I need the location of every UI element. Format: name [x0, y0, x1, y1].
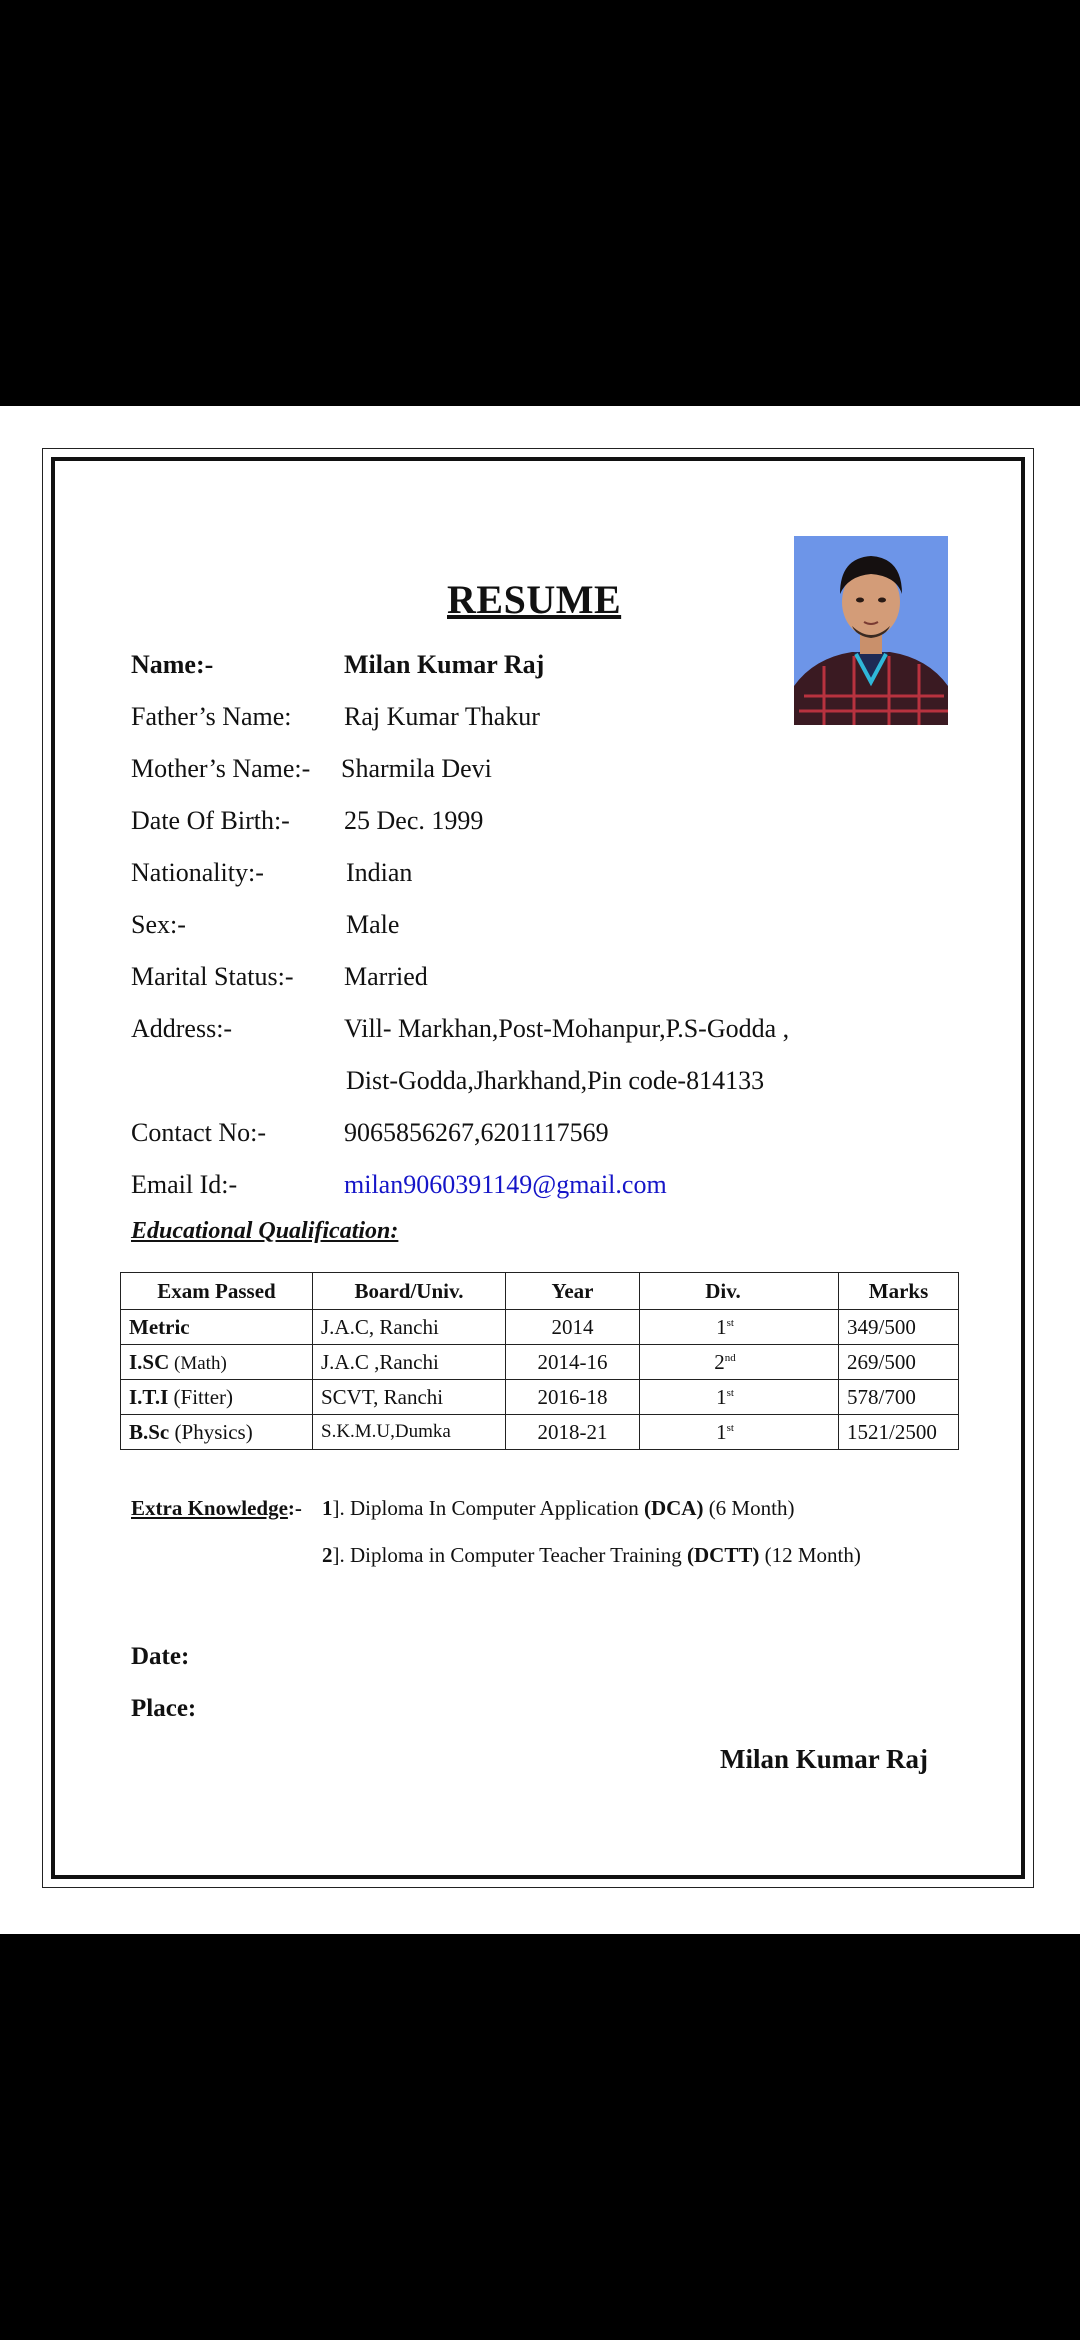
year-cell: 2014-16	[506, 1345, 640, 1380]
board-cell: J.A.C ,Ranchi	[313, 1345, 506, 1380]
exam-cell: B.Sc (Physics)	[121, 1415, 313, 1450]
education-table	[120, 1272, 959, 1450]
place-label: Place:	[131, 1695, 197, 1722]
col-header-div: Div.	[640, 1273, 839, 1310]
extra-knowledge-label: Extra Knowledge:-	[131, 1496, 302, 1520]
col-header-board: Board/Univ.	[313, 1273, 506, 1310]
marks-cell: 578/700	[839, 1380, 959, 1415]
div-cell: 1st	[640, 1380, 839, 1415]
address-line-2: Dist-Godda,Jharkhand,Pin code-814133	[346, 1066, 765, 1095]
dob-label: Date Of Birth:-	[131, 806, 290, 835]
table-row	[121, 1310, 959, 1345]
contact-label: Contact No:-	[131, 1118, 267, 1147]
col-header-year: Year	[506, 1273, 640, 1310]
nationality-value: Indian	[346, 858, 413, 887]
div-cell: 1st	[640, 1415, 839, 1450]
nationality-label: Nationality:-	[131, 858, 264, 887]
resume-page	[0, 406, 1080, 1934]
year-cell: 2016-18	[506, 1380, 640, 1415]
dob-value: 25 Dec. 1999	[344, 806, 484, 835]
board-cell: S.K.M.U,Dumka	[313, 1415, 506, 1450]
exam-cell: I.SC (Math)	[121, 1345, 313, 1380]
date-label: Date:	[131, 1643, 190, 1670]
resume-title: RESUME	[447, 577, 622, 622]
sex-label: Sex:-	[131, 910, 186, 939]
extra-item: 2]. Diploma in Computer Teacher Training (DCTT) (12 Month)	[322, 1543, 861, 1567]
col-header-exam: Exam Passed	[121, 1273, 313, 1310]
year-cell: 2018-21	[506, 1415, 640, 1450]
table-header-row	[121, 1273, 959, 1310]
father-name-label: Father’s Name:	[131, 702, 292, 731]
father-name-value: Raj Kumar Thakur	[344, 702, 540, 731]
col-header-marks: Marks	[839, 1273, 959, 1310]
board-cell: J.A.C, Ranchi	[313, 1310, 506, 1345]
exam-cell: I.T.I (Fitter)	[121, 1380, 313, 1415]
div-cell: 2nd	[640, 1345, 839, 1380]
email-label: Email Id:-	[131, 1170, 238, 1199]
mother-name-label: Mother’s Name:-	[131, 754, 311, 783]
education-title: Educational Qualification:	[131, 1218, 399, 1244]
exam-cell: Metric	[121, 1310, 313, 1345]
mother-name-value: Sharmila Devi	[341, 754, 492, 783]
marks-cell: 269/500	[839, 1345, 959, 1380]
year-cell: 2014	[506, 1310, 640, 1345]
name-label: Name:-	[131, 650, 214, 679]
marital-status-label: Marital Status:-	[131, 962, 294, 991]
table-row	[121, 1380, 959, 1415]
extra-item: 1]. Diploma In Computer Application (DCA) (6 Month)	[322, 1496, 795, 1520]
person-photo-icon	[794, 536, 948, 725]
marks-cell: 349/500	[839, 1310, 959, 1345]
name-value: Milan Kumar Raj	[344, 650, 545, 679]
address-label: Address:-	[131, 1014, 233, 1043]
contact-value: 9065856267,6201117569	[344, 1118, 609, 1147]
signature: Milan Kumar Raj	[720, 1744, 928, 1774]
email-link[interactable]: milan9060391149@gmail.com	[344, 1170, 667, 1199]
marks-cell: 1521/2500	[839, 1415, 959, 1450]
table-row	[121, 1415, 959, 1450]
board-cell: SCVT, Ranchi	[313, 1380, 506, 1415]
marital-status-value: Married	[344, 962, 428, 991]
address-line-1: Vill- Markhan,Post-Mohanpur,P.S-Godda ,	[344, 1014, 790, 1043]
sex-value: Male	[346, 910, 400, 939]
table-row	[121, 1345, 959, 1380]
div-cell: 1st	[640, 1310, 839, 1345]
